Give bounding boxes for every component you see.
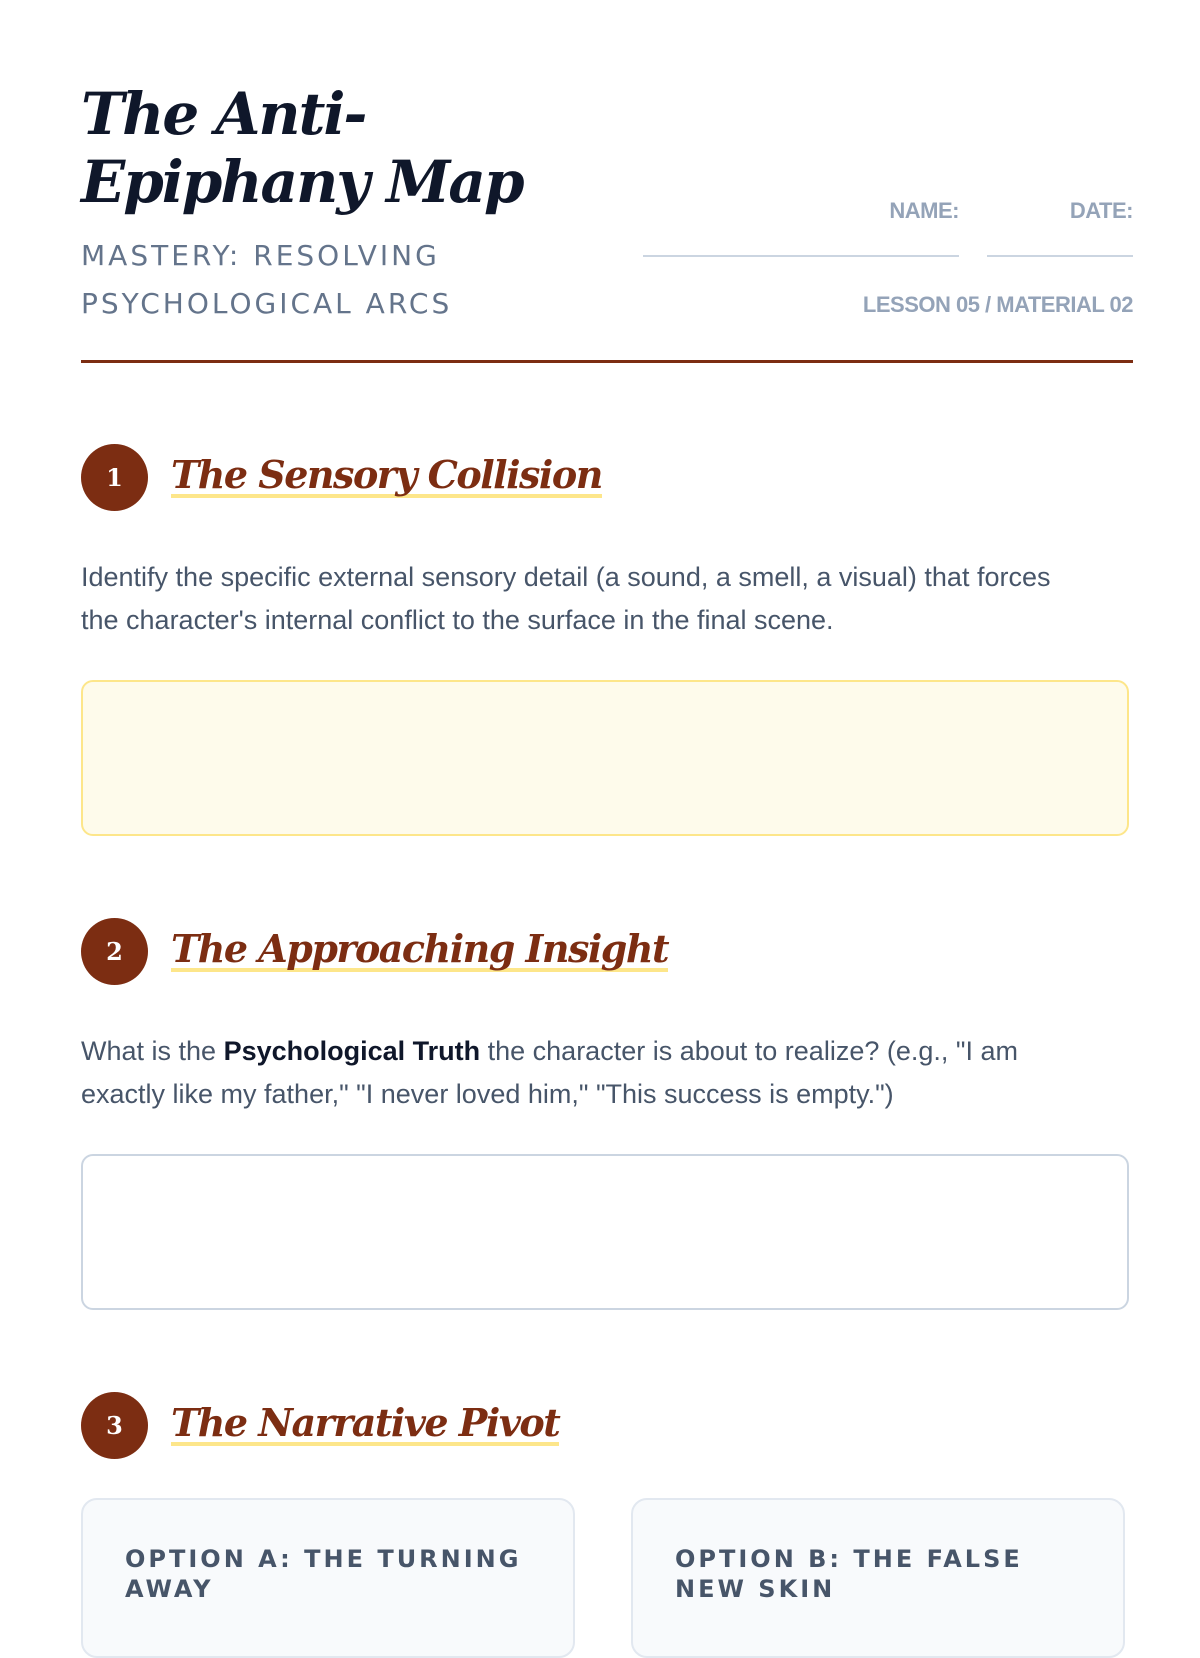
lesson-label: LESSON 05 / MATERIAL 02 xyxy=(862,292,1133,317)
worksheet-header xyxy=(81,0,1133,366)
section-heading xyxy=(81,1392,1133,1460)
section-number-badge: 2 xyxy=(81,918,148,985)
instructions-emphasis: Psychological Truth xyxy=(223,1036,481,1066)
name-field-line[interactable] xyxy=(643,255,959,257)
section-sensory-collision xyxy=(81,444,1133,836)
psychological-truth-answer-box[interactable] xyxy=(81,1154,1129,1310)
section-number-badge: 1 xyxy=(81,444,148,511)
section-instructions: Identify the specific external sensory detail (a sound, a smell, a visual) that forces the character's internal conflict to the surface in the final scene. xyxy=(81,562,1051,635)
pivot-options xyxy=(81,1498,1133,1638)
section-heading xyxy=(81,444,1133,512)
section-title: The Approaching Insight xyxy=(171,924,668,974)
section-narrative-pivot xyxy=(81,1392,1133,1638)
date-field-line[interactable] xyxy=(987,255,1133,257)
instructions-text-end: the character is about to realize? (e.g., "I am exactly like my father," "I never loved him," "This success is empty.") xyxy=(81,1036,1018,1109)
section-instructions xyxy=(81,1030,1091,1116)
option-b-title: OPTION B: THE FALSE NEW SKIN xyxy=(675,1545,1023,1603)
worksheet-title: The Anti-Epiphany Map xyxy=(81,80,523,216)
header-divider xyxy=(81,360,1133,363)
worksheet-page xyxy=(81,0,1133,1603)
section-heading xyxy=(81,918,1133,986)
sensory-detail-answer-box[interactable] xyxy=(81,680,1129,836)
section-number-badge: 3 xyxy=(81,1392,148,1459)
section-title: The Sensory Collision xyxy=(171,450,602,500)
name-label: NAME: xyxy=(889,198,959,223)
option-b-card[interactable] xyxy=(631,1498,1125,1658)
date-label: DATE: xyxy=(1069,198,1133,223)
section-title: The Narrative Pivot xyxy=(171,1398,559,1448)
instructions-text-start: What is the xyxy=(81,1036,224,1066)
option-a-card[interactable] xyxy=(81,1498,575,1658)
section-approaching-insight xyxy=(81,918,1133,1310)
worksheet-subtitle: MASTERY: RESOLVING PSYCHOLOGICAL ARCS xyxy=(81,239,453,320)
option-a-title: OPTION A: THE TURNING AWAY xyxy=(125,1545,522,1603)
